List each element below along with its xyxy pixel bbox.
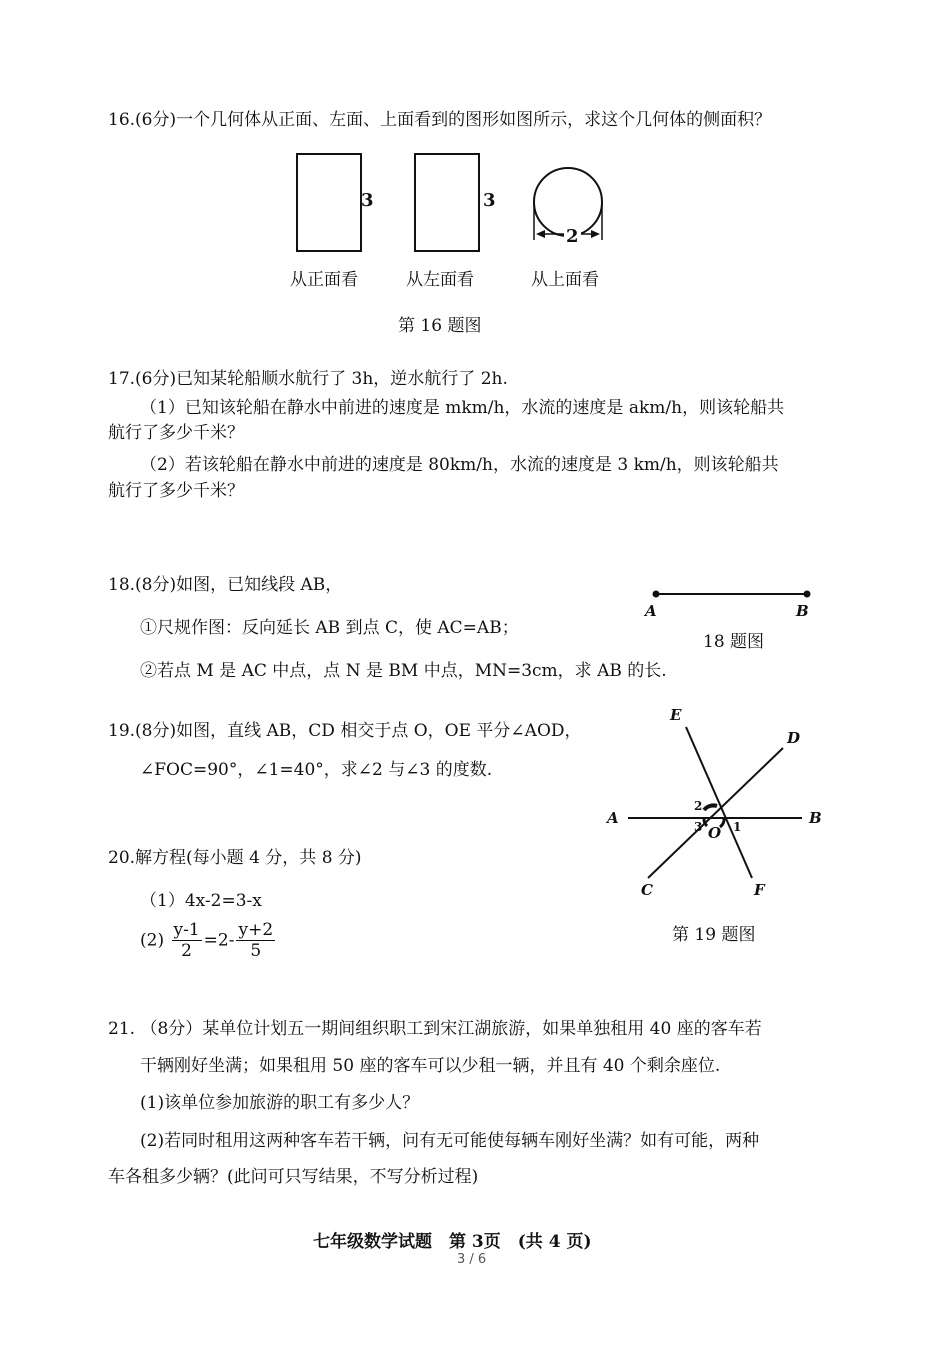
q19-line1: 19.(8分)如图，直线 AB，CD 相交于点 O，OE 平分∠AOD， xyxy=(108,721,582,741)
q19-label-f: F xyxy=(754,881,765,899)
q18-point-b: B xyxy=(796,602,809,620)
q20-fraction-1-num: y-1 xyxy=(173,920,200,940)
q20-fraction-1-den: 2 xyxy=(181,941,192,961)
q19-label-c: C xyxy=(641,881,653,899)
q17-line5: 航行了多少千米？ xyxy=(108,481,244,501)
q16-left-label: 从左面看 xyxy=(406,270,474,290)
q21-line3: (1)该单位参加旅游的职工有多少人？ xyxy=(140,1093,420,1113)
footer-title: 七年级数学试题 第 3页 (共 4 页) xyxy=(313,1232,592,1252)
q19-line2: ∠FOC=90°，∠1=40°，求∠2 与∠3 的度数. xyxy=(140,760,493,780)
page-number: 3 / 6 xyxy=(457,1252,487,1267)
q16-caption: 第 16 题图 xyxy=(398,316,482,336)
q20-fraction-1 xyxy=(172,920,202,961)
q19-angle-2: 2 xyxy=(694,799,703,813)
q21-line1: 21. （8分）某单位计划五一期间组织职工到宋江湖旅游，如果单独租用 40 座的客车若 xyxy=(108,1019,762,1039)
q19-label-b: B xyxy=(809,809,822,827)
q16-front-label: 从正面看 xyxy=(290,270,358,290)
q19-angle-1: 1 xyxy=(733,820,742,834)
q16-text: 16.(6分)一个几何体从正面、左面、上面看到的图形如图所示，求这个几何体的侧面积？ xyxy=(108,110,772,130)
q19-label-a: A xyxy=(607,809,619,827)
q20-eq2-mid: =2- xyxy=(203,930,235,951)
q17-line3: 航行了多少千米？ xyxy=(108,423,244,443)
q19-caption: 第 19 题图 xyxy=(672,925,756,945)
q20-eq2-prefix: (2) xyxy=(140,930,165,951)
q20-fraction-2-num: y+2 xyxy=(238,920,274,940)
q21-line4: (2)若同时租用这两种客车若干辆，问有无可能使每辆车刚好坐满？如有可能，两种 xyxy=(140,1131,760,1151)
q17-line2: （1）已知该轮船在静水中前进的速度是 mkm/h，水流的速度是 akm/h，则该轮船共 xyxy=(140,398,785,418)
q20-eq2 xyxy=(140,920,277,961)
q18-caption: 18 题图 xyxy=(703,632,765,652)
q16-left-dim: 3 xyxy=(483,190,496,211)
q20-eq1: （1）4x-2=3-x xyxy=(140,891,262,911)
q16-top-dim: 2 xyxy=(566,226,579,247)
q18-line3: ②若点 M 是 AC 中点，点 N 是 BM 中点，MN=3cm，求 AB 的长. xyxy=(140,661,667,681)
q19-angle-3: 3 xyxy=(694,820,703,834)
q17-line1: 17.(6分)已知某轮船顺水航行了 3h，逆水航行了 2h. xyxy=(108,369,508,389)
q20-fraction-2 xyxy=(236,920,275,961)
q20-fraction-2-den: 5 xyxy=(250,941,262,961)
q18-line1: 18.(8分)如图，已知线段 AB， xyxy=(108,575,343,595)
q19-label-e: E xyxy=(670,706,682,724)
q19-label-o: O xyxy=(708,824,722,842)
q18-point-a: A xyxy=(645,602,657,620)
q18-line2: ①尺规作图：反向延长 AB 到点 C，使 AC=AB； xyxy=(140,618,519,638)
q17-line4: （2）若该轮船在静水中前进的速度是 80km/h，水流的速度是 3 km/h，则该轮船共 xyxy=(140,455,779,475)
q20-title: 20.解方程(每小题 4 分，共 8 分) xyxy=(108,848,362,868)
q21-line2: 干辆刚好坐满；如果租用 50 座的客车可以少租一辆，并且有 40 个剩余座位. xyxy=(140,1056,721,1076)
q16-top-label: 从上面看 xyxy=(531,270,599,290)
q21-line5: 车各租多少辆？(此问可只写结果，不写分析过程) xyxy=(108,1167,479,1187)
q16-front-dim: 3 xyxy=(361,190,374,211)
q19-label-d: D xyxy=(787,729,801,747)
